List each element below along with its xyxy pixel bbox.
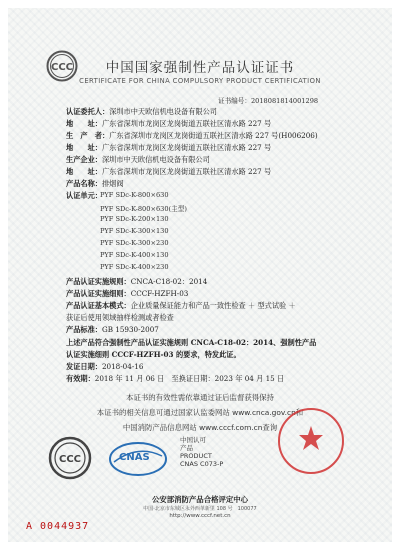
factory-row: [66, 155, 210, 164]
rule-row: [66, 277, 207, 286]
detail-label: 产品认证实施细则：: [66, 289, 131, 298]
svg-text:CCC: CCC: [50, 62, 74, 73]
standard-row: [66, 325, 159, 334]
applicant-label: 认证委托人：: [66, 107, 110, 116]
standard-label: 产品标准：: [66, 325, 102, 334]
issuer-website: http://www.cccf.net.cn: [169, 513, 231, 519]
certificate: [8, 8, 392, 542]
mode-value: 企业质量保证能力和产品一致性检查 ＋ 型式试验 ＋: [130, 301, 296, 310]
mode-row: [66, 301, 296, 310]
certificate-number: [218, 95, 318, 105]
cert-no-label: 证书编号：: [218, 97, 251, 105]
cnas-text: [180, 436, 223, 468]
manufacturer-value: 广东省深圳市龙岗区龙岗街道五联社区清水路 227 号(H006206): [109, 131, 318, 140]
issue-date-row: [66, 362, 143, 371]
factory-value: 深圳市中天欧信机电设备有限公司: [101, 155, 210, 164]
cert-no-value: 2018081814001298: [250, 97, 319, 105]
serial-number: A 0044937: [26, 521, 90, 532]
product-name-label: 产品名称：: [66, 179, 102, 188]
validity-row: [66, 374, 284, 383]
rule-value: CNCA-C18-02：2014: [130, 277, 208, 286]
model-item: PYF SDc-K-300×130: [100, 227, 169, 235]
model-item: PYF SDc-K-800×630(主型): [100, 205, 187, 213]
applicant-address: 广东省深圳市龙岗区龙岗街道五联社区清水路 227 号: [101, 119, 272, 128]
model-item: PYF SDc-K-800×630: [100, 191, 169, 199]
footer-line-2: 本证书的相关信息可通过国家认监委网站 www.cnca.gov.cn和: [96, 408, 304, 417]
issuer-name: 公安部消防产品合格评定中心: [151, 495, 249, 504]
applicant-row: [66, 107, 217, 116]
model-item: PYF SDc-K-200×130: [100, 215, 169, 223]
manufacturer-row: [66, 131, 318, 140]
manufacturer-label: 生 产 者：: [66, 131, 110, 140]
official-seal-icon: [276, 406, 346, 476]
product-name-row: [66, 179, 124, 188]
manufacturer-address-row: [66, 143, 271, 152]
statement-line-1: 上述产品符合强制性产品认证实施规则 CNCA-C18-02：2014、强制性产品: [66, 338, 317, 347]
footer-line-3: 中国消防产品信息网站 www.cccf.com.cn查询: [122, 423, 278, 432]
mode-row-2: [66, 313, 174, 322]
footer-line-1: 本证书的有效性需依靠通过证后监督获得保持: [126, 393, 274, 402]
valid-value: 2018 年 11 月 06 日 至换证日期：2023 年 04 月 15 日: [94, 374, 285, 383]
model-item: PYF SDc-K-300×230: [100, 239, 169, 247]
valid-label: 有效期：: [66, 374, 95, 383]
address-label-2: 地 址：: [66, 143, 102, 152]
factory-address-row: [66, 167, 271, 176]
issue-label: 发证日期：: [66, 362, 102, 371]
cnas-text-4: CNAS C073-P: [180, 460, 224, 468]
applicant-value: 深圳市中天欧信机电设备有限公司: [109, 107, 217, 116]
mode-value-2: 获证后使用领域抽样检测或者检查: [66, 313, 174, 322]
issue-date: 2018-04-16: [101, 362, 144, 371]
factory-address: 广东省深圳市龙岗区龙岗街道五联社区清水路 227 号: [101, 167, 272, 176]
manufacturer-address: 广东省深圳市龙岗区龙岗街道五联社区清水路 227 号: [101, 143, 272, 152]
cnas-text-1: 中国认可: [180, 436, 206, 444]
address-label: 地 址：: [66, 119, 102, 128]
rule-label: 产品认证实施规则：: [66, 277, 131, 286]
product-name-value: 排烟阀: [101, 179, 124, 188]
certificate-title-en: CERTIFICATE FOR CHINA COMPULSORY PRODUCT CERTIFICATION: [79, 77, 321, 85]
certificate-title: 中国国家强制性产品认证证书: [105, 60, 295, 76]
statement-line-2: 认证实施细则 CCCF-HZFH-03 的要求，特发此证。: [66, 350, 241, 359]
cnas-label: CNAS: [119, 452, 150, 463]
cnas-text-3: PRODUCT: [180, 452, 212, 460]
unit-label: 认证单元：: [66, 191, 102, 200]
factory-label: 生产企业：: [66, 155, 102, 164]
issuer-address: 中国·北京市东城区永外西革新里 108 号 100077: [143, 506, 257, 512]
address-label-3: 地 址：: [66, 167, 102, 176]
model-item: PYF SDc-K-400×130: [100, 251, 169, 259]
mode-label: 产品认证基本模式：: [66, 301, 131, 310]
detail-row: [66, 289, 188, 298]
model-item: PYF SDc-K-400×230: [100, 263, 169, 271]
cnas-text-2: 产品: [180, 444, 193, 452]
unit-row: [66, 191, 102, 200]
ccc-accreditation-icon: [48, 436, 92, 480]
applicant-address-row: [66, 119, 271, 128]
svg-text:CCC: CCC: [58, 454, 82, 465]
detail-value: CCCF-HZFH-03: [130, 289, 189, 298]
standard-value: GB 15930-2007: [101, 325, 159, 334]
